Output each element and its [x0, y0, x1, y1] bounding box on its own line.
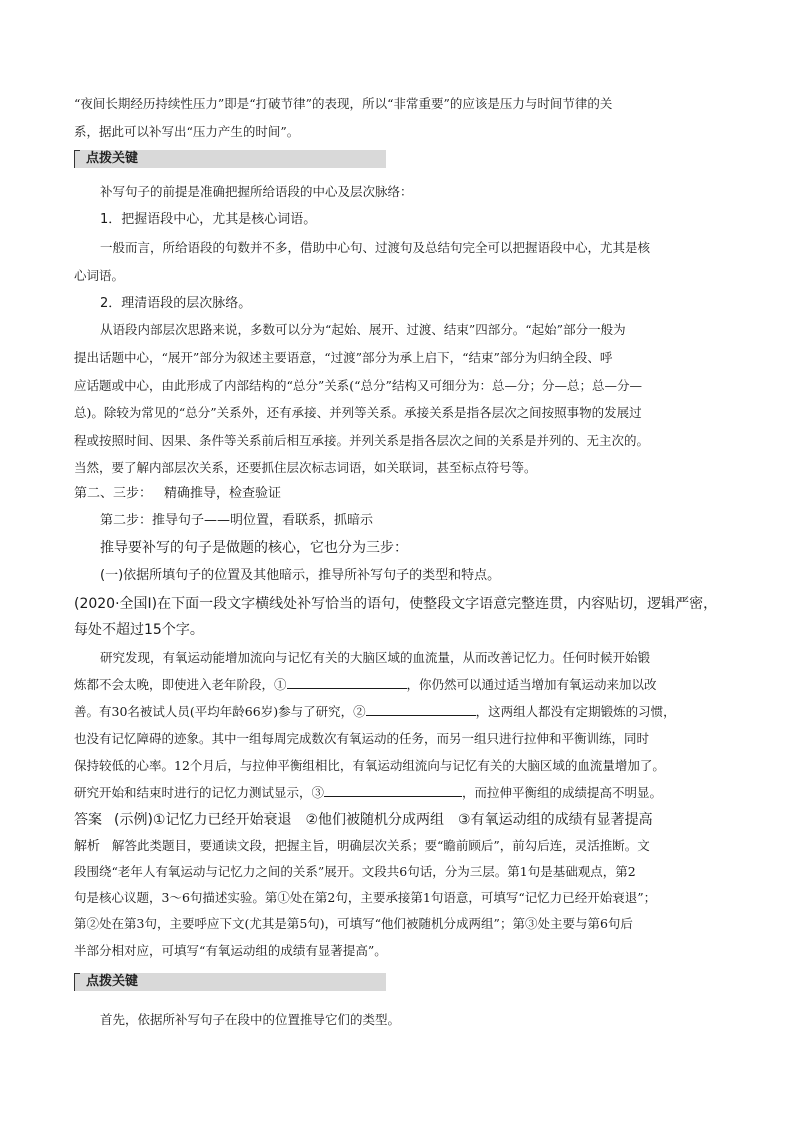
passage-text: ，而拉伸平衡组的成绩提高不明显。 [462, 785, 663, 800]
analysis-line: 半部分相对应，可填写“有氧运动组的成绩有显著提高”。 [74, 943, 387, 958]
subheading: 1．把握语段中心，尤其是核心词语。 [100, 212, 317, 227]
passage-text: ，这两组人都没有定期锻炼的习惯， [475, 704, 676, 719]
answer-text: (示例)①记忆力已经开始衰退 ②他们被随机分成两组 ③有氧运动组的成绩有显著提高 [114, 812, 653, 828]
step-subheading: 第二步：推导句子——明位置，看联系，抓暗示 [100, 513, 374, 528]
paragraph-line: 程或按照时间、因果、条件等关系前后相互承接。并列关系是指各层次之间的关系是并列的、无主次的。 [74, 433, 650, 448]
subheading: 2．理清语段的层次脉络。 [100, 296, 252, 311]
paragraph-line: 补写句子的前提是准确把握所给语段的中心及层次脉络： [100, 184, 413, 199]
section-header [74, 973, 386, 991]
passage-text: 研究开始和结束时进行的记忆力测试显示，③ [74, 785, 325, 800]
answer-blank-2 [366, 704, 476, 716]
analysis-label: 解析 [74, 839, 101, 854]
passage-line: 保持较低的心率。12个月后，与拉伸平衡组相比，有氧运动组流向与记忆有关的大脑区域的血流量增加了。 [74, 758, 665, 773]
analysis-line: 段围绕“老年人有氧运动与记忆力之间的关系”展开。文段共6句话，分为三层。第1句是基础观点，第2 [74, 864, 636, 879]
question-line: (2020·全国Ⅰ)在下面一段文字横线处补写恰当的语句，使整段文字语意完整连贯，内容贴切，逻辑严密， [74, 596, 718, 612]
analysis-line: 句是核心议题，3～6句描述实验。第①处在第2句，主要承接第1句语意，可填写“记忆力已经开始衰退”； [74, 890, 657, 905]
section-header [74, 150, 386, 168]
passage-text: ，你仍然可以通过适当增加有氧运动来加以改 [406, 677, 657, 692]
paragraph-line: 从语段内部层次思路来说，多数可以分为“起始、展开、过渡、结束”四部分。“起始”部分一般为 [100, 322, 626, 337]
answer-blank-1 [287, 677, 407, 689]
passage-line [74, 785, 734, 801]
passage-line [74, 677, 734, 693]
paragraph-line: 系，据此可以补写出“压力产生的时间”。 [74, 124, 300, 139]
paragraph-line: 推导要补写的句子是做题的核心，它也分为三步： [100, 540, 408, 556]
answer-line [74, 812, 734, 828]
analysis-text: 解答此类题目，要通读文段，把握主旨，明确层次关系；要“瞻前顾后”，前勾后连，灵活推断。文 [112, 838, 650, 853]
answer-label: 答案 [74, 812, 102, 828]
section-title: 点拨关键 [86, 974, 139, 989]
answer-blank-3 [324, 785, 462, 797]
passage-text: 善。有30名被试人员(平均年龄66岁)参与了研究，② [74, 704, 366, 719]
passage-text: 炼都不会太晚，即使进入老年阶段，① [74, 677, 287, 692]
analysis-line [74, 838, 734, 855]
paragraph-line: (一)依据所填句子的位置及其他暗示，推导所补写句子的类型和特点。 [100, 568, 501, 583]
paragraph-line: 心词语。 [74, 268, 125, 283]
paragraph-line: 当然，要了解内部层次关系，还要抓住层次标志词语，如关联词，甚至标点符号等。 [74, 460, 537, 475]
paragraph-line: 首先，依据所补写句子在段中的位置推导它们的类型。 [100, 1012, 401, 1027]
section-title: 点拨关键 [86, 151, 139, 166]
step-title: 精确推导，检查验证 [164, 486, 282, 501]
passage-line: 也没有记忆障碍的迹象。其中一组每周完成数次有氧运动的任务，而另一组只进行拉伸和平衡训练，同时 [74, 731, 650, 746]
question-line: 每处不超过15个字。 [74, 622, 204, 638]
paragraph-line: 总)。除较为常见的“总分”关系外，还有承接、并列等关系。承接关系是指各层次之间按照事物的发展过 [74, 405, 642, 420]
paragraph-line: 一般而言，所给语段的句数并不多，借助中心句、过渡句及总结句完全可以把握语段中心，尤其是核 [100, 240, 651, 255]
paragraph-line: 提出话题中心，“展开”部分为叙述主要语意，“过渡”部分为承上启下，“结束”部分为归纳全段、呼 [74, 350, 613, 365]
section-marker-icon [74, 150, 80, 168]
analysis-line: 第②处在第3句，主要呼应下文(尤其是第5句)，可填写“他们被随机分成两组”；第③处主要与第6句后 [74, 916, 633, 931]
section-marker-icon [74, 973, 80, 991]
paragraph-line: “夜间长期经历持续性压力”即是“打破节律”的表现，所以“非常重要”的应该是压力与时间节律的关 [74, 96, 613, 111]
step-label: 第二、三步： [74, 486, 153, 501]
step-heading [74, 486, 734, 502]
passage-line: 研究发现，有氧运动能增加流向与记忆有关的大脑区域的血流量，从而改善记忆力。任何时候开始锻 [100, 650, 651, 665]
paragraph-line: 应话题或中心，由此形成了内部结构的“总分”关系(“总分”结构又可细分为：总—分；分—总；总—分— [74, 378, 642, 393]
passage-line [74, 704, 734, 720]
